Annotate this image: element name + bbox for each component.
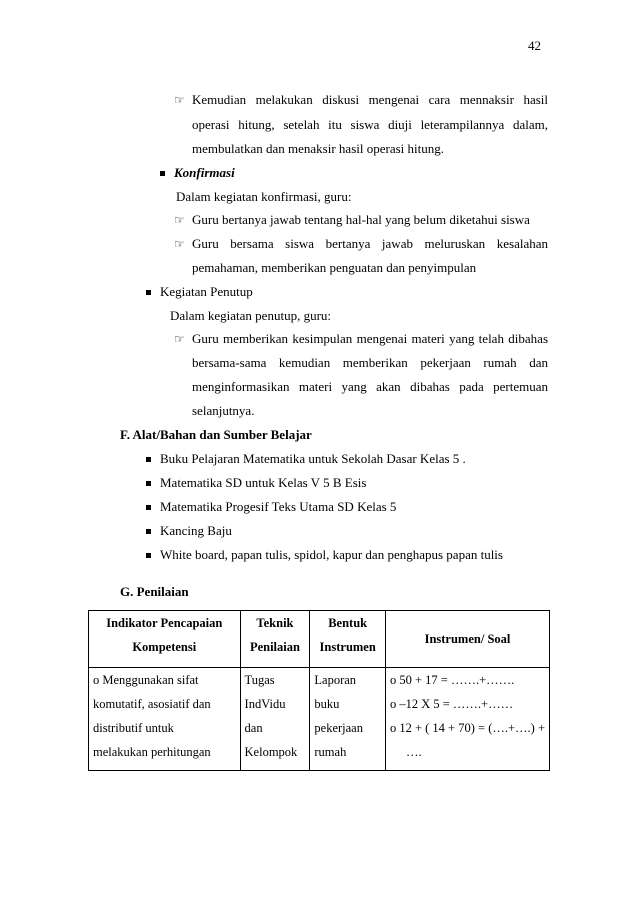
square-bullet-icon bbox=[146, 529, 151, 534]
square-bullet-icon bbox=[146, 505, 151, 510]
section-f-heading: F. Alat/Bahan dan Sumber Belajar bbox=[120, 427, 312, 442]
penutup-intro: Dalam kegiatan penutup, guru: bbox=[170, 308, 332, 323]
penutup-item-line-2: bersama-sama kemudian memberikan pekerjaan rumah dan bbox=[192, 355, 548, 370]
penutup-item-line-4: selanjutnya. bbox=[192, 403, 255, 418]
square-bullet-icon bbox=[146, 457, 151, 462]
list-item: Kancing Baju bbox=[146, 523, 232, 539]
list-item: Buku Pelajaran Matematika untuk Sekolah Dasar Kelas 5 . bbox=[146, 451, 466, 467]
list-item: Matematika Progesif Teks Utama SD Kelas 5 bbox=[146, 499, 396, 515]
table-row bbox=[89, 668, 550, 771]
pointing-hand-icon: ☞ bbox=[174, 93, 185, 107]
page-number: 42 bbox=[528, 38, 541, 53]
cell-indikator: o Menggunakan sifat komutatif, asosiatif dan distributif untuk melakukan perhitungan bbox=[89, 668, 241, 771]
header-indikator: Indikator Pencapaian Kompetensi bbox=[89, 611, 241, 668]
list-item: White board, papan tulis, spidol, kapur dan penghapus papan tulis bbox=[146, 547, 503, 563]
header-instrumen: Instrumen/ Soal bbox=[385, 611, 549, 668]
bullet bbox=[174, 92, 192, 108]
penutup-item-line-1: Guru memberikan kesimpulan mengenai materi yang telah dibahas bbox=[192, 331, 548, 346]
bullet bbox=[174, 331, 192, 347]
bullet bbox=[174, 236, 192, 252]
cell-teknik: Tugas IndVidu dan Kelompok bbox=[240, 668, 310, 771]
penutup-item-line-3: menginformasikan materi yang akan dibahas pada pertemuan bbox=[192, 379, 548, 394]
header-teknik: Teknik Penilaian bbox=[240, 611, 310, 668]
square-bullet-icon bbox=[146, 553, 151, 558]
inti-item-line-3: membulatkan dan menaksir hasil operasi hitung. bbox=[192, 141, 444, 156]
square-bullet-icon bbox=[146, 290, 151, 295]
pointing-hand-icon: ☞ bbox=[174, 237, 185, 251]
inti-item-line-1: Kemudian melakukan diskusi mengenai cara mennaksir hasil bbox=[192, 92, 548, 107]
konfirmasi-item-2-line-1: Guru bersama siswa bertanya jawab meluruskan kesalahan bbox=[192, 236, 548, 251]
square-bullet-icon bbox=[160, 171, 165, 176]
konfirmasi-item-1: ☞ Guru bertanya jawab tentang hal-hal yang belum diketahui siswa bbox=[174, 212, 530, 227]
konfirmasi-intro: Dalam kegiatan konfirmasi, guru: bbox=[176, 189, 352, 204]
cell-soal: o 50 + 17 = …….+……. o –12 X 5 = …….+…… o 12 + ( 14 + 70) = (….+….) + …. bbox=[385, 668, 549, 771]
section-g-heading: G. Penilaian bbox=[120, 584, 189, 599]
konfirmasi-item-2-line-2: pemahaman, memberikan penguatan dan penyimpulan bbox=[192, 260, 477, 275]
list-item: Matematika SD untuk Kelas V 5 B Esis bbox=[146, 475, 366, 491]
pointing-hand-icon: ☞ bbox=[174, 213, 185, 227]
inti-item-line-2: operasi hitung, setelah itu siswa diuji leterampilannya dalam, bbox=[192, 117, 548, 132]
penutup-heading: Kegiatan Penutup bbox=[146, 284, 253, 300]
cell-bentuk: Laporan buku pekerjaan rumah bbox=[310, 668, 386, 771]
square-bullet-icon bbox=[146, 481, 151, 486]
header-bentuk: Bentuk Instrumen bbox=[310, 611, 386, 668]
pointing-hand-icon: ☞ bbox=[174, 332, 185, 346]
konfirmasi-heading: Konfirmasi bbox=[160, 165, 235, 181]
table-header-row bbox=[89, 611, 550, 668]
assessment-table bbox=[88, 610, 550, 771]
